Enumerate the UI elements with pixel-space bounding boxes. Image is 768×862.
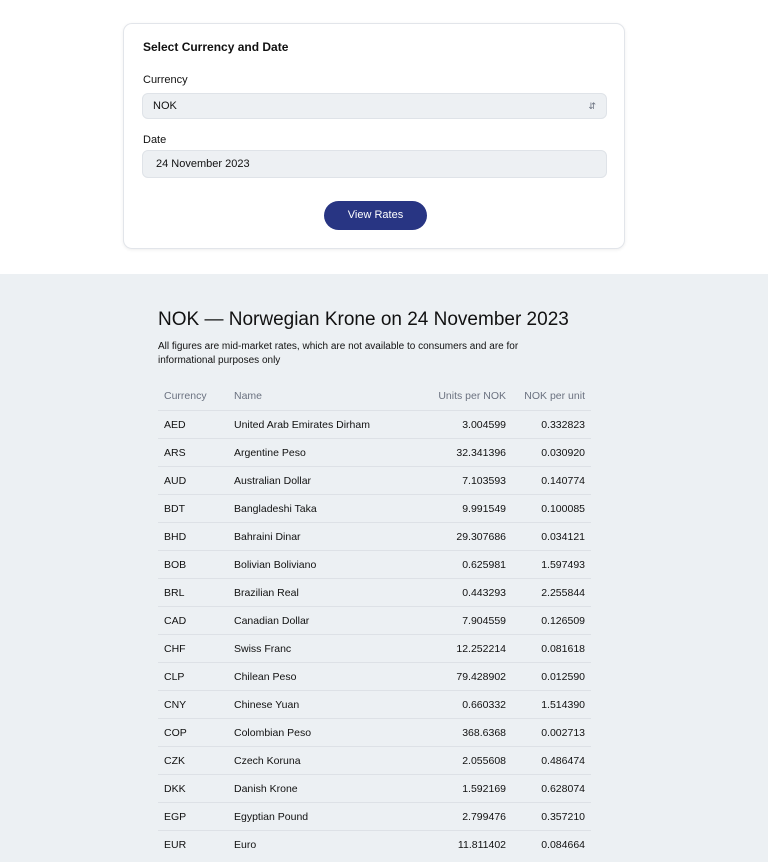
currency-code-cell: CHF: [158, 635, 234, 663]
currency-code-cell: CZK: [158, 747, 234, 775]
units-per-nok-cell: 7.904559: [414, 607, 506, 635]
currency-code-cell: EUR: [158, 831, 234, 859]
currency-code-cell: AED: [158, 411, 234, 439]
col-header-currency: Currency: [164, 390, 207, 402]
table-row: [158, 579, 591, 607]
units-per-nok-cell: 1.592169: [414, 775, 506, 803]
units-per-nok-cell: 29.307686: [414, 523, 506, 551]
units-per-nok-cell: 9.991549: [414, 495, 506, 523]
currency-select[interactable]: [142, 93, 607, 119]
currency-name-cell: United Arab Emirates Dirham: [234, 411, 414, 439]
nok-per-unit-cell: 0.126509: [506, 607, 591, 635]
currency-label: Currency: [143, 74, 188, 86]
chevron-up-down-icon: ⇵: [588, 101, 596, 111]
nok-per-unit-cell: 1.514390: [506, 691, 591, 719]
currency-name-cell: Egyptian Pound: [234, 803, 414, 831]
nok-per-unit-cell: 0.628074: [506, 775, 591, 803]
currency-name-cell: Czech Koruna: [234, 747, 414, 775]
view-rates-button[interactable]: View Rates: [324, 201, 427, 230]
currency-name-cell: Chinese Yuan: [234, 691, 414, 719]
units-per-nok-cell: 368.6368: [414, 719, 506, 747]
units-per-nok-cell: 32.341396: [414, 439, 506, 467]
results-note: All figures are mid-market rates, which are not available to consumers and are for informational purposes only: [158, 341, 519, 366]
date-input[interactable]: [142, 150, 607, 178]
table-row: [158, 747, 591, 775]
table-row: [158, 607, 591, 635]
units-per-nok-cell: 0.660332: [414, 691, 506, 719]
currency-name-cell: Euro: [234, 831, 414, 859]
units-per-nok-cell: 0.625981: [414, 551, 506, 579]
currency-name-cell: Colombian Peso: [234, 719, 414, 747]
currency-name-cell: Bolivian Boliviano: [234, 551, 414, 579]
currency-code-cell: CLP: [158, 663, 234, 691]
currency-select-value: NOK: [153, 100, 177, 112]
nok-per-unit-cell: 0.357210: [506, 803, 591, 831]
nok-per-unit-cell: 0.034121: [506, 523, 591, 551]
table-row: [158, 495, 591, 523]
nok-per-unit-cell: 0.002713: [506, 719, 591, 747]
table-row: [158, 691, 591, 719]
nok-per-unit-cell: 0.081618: [506, 635, 591, 663]
currency-name-cell: Bahraini Dinar: [234, 523, 414, 551]
col-header-per-unit: NOK per unit: [524, 390, 585, 402]
table-header-row: [158, 382, 591, 411]
currency-code-cell: COP: [158, 719, 234, 747]
results-section: [0, 274, 768, 862]
table-row: [158, 831, 591, 859]
card-title: Select Currency and Date: [143, 40, 289, 54]
nok-per-unit-cell: 1.597493: [506, 551, 591, 579]
table-row: [158, 467, 591, 495]
currency-code-cell: BHD: [158, 523, 234, 551]
rates-table: [158, 382, 591, 858]
table-row: [158, 803, 591, 831]
currency-name-cell: Brazilian Real: [234, 579, 414, 607]
currency-code-cell: ARS: [158, 439, 234, 467]
currency-name-cell: Australian Dollar: [234, 467, 414, 495]
col-header-name: Name: [234, 390, 263, 402]
nok-per-unit-cell: 0.486474: [506, 747, 591, 775]
currency-name-cell: Canadian Dollar: [234, 607, 414, 635]
currency-name-cell: Argentine Peso: [234, 439, 414, 467]
currency-name-cell: Swiss Franc: [234, 635, 414, 663]
nok-per-unit-cell: 0.030920: [506, 439, 591, 467]
col-header-units: Units per NOK: [438, 390, 506, 402]
table-row: [158, 635, 591, 663]
currency-code-cell: CNY: [158, 691, 234, 719]
date-input-value: 24 November 2023: [156, 158, 250, 170]
table-row: [158, 551, 591, 579]
nok-per-unit-cell: 2.255844: [506, 579, 591, 607]
table-row: [158, 439, 591, 467]
units-per-nok-cell: 12.252214: [414, 635, 506, 663]
results-heading: NOK — Norwegian Krone on 24 November 2023: [158, 309, 569, 330]
table-row: [158, 663, 591, 691]
table-row: [158, 411, 591, 439]
units-per-nok-cell: 2.055608: [414, 747, 506, 775]
units-per-nok-cell: 2.799476: [414, 803, 506, 831]
units-per-nok-cell: 79.428902: [414, 663, 506, 691]
currency-date-card: [123, 23, 625, 249]
currency-code-cell: BOB: [158, 551, 234, 579]
currency-name-cell: Bangladeshi Taka: [234, 495, 414, 523]
units-per-nok-cell: 7.103593: [414, 467, 506, 495]
table-row: [158, 775, 591, 803]
currency-name-cell: Danish Krone: [234, 775, 414, 803]
currency-name-cell: Chilean Peso: [234, 663, 414, 691]
currency-code-cell: BDT: [158, 495, 234, 523]
nok-per-unit-cell: 0.012590: [506, 663, 591, 691]
currency-code-cell: EGP: [158, 803, 234, 831]
nok-per-unit-cell: 0.100085: [506, 495, 591, 523]
currency-code-cell: DKK: [158, 775, 234, 803]
units-per-nok-cell: 0.443293: [414, 579, 506, 607]
date-label: Date: [143, 134, 167, 146]
nok-per-unit-cell: 0.140774: [506, 467, 591, 495]
table-row: [158, 523, 591, 551]
currency-code-cell: CAD: [158, 607, 234, 635]
nok-per-unit-cell: 0.084664: [506, 831, 591, 859]
table-row: [158, 719, 591, 747]
units-per-nok-cell: 11.811402: [414, 831, 506, 859]
currency-code-cell: AUD: [158, 467, 234, 495]
nok-per-unit-cell: 0.332823: [506, 411, 591, 439]
form-section: [0, 0, 768, 274]
units-per-nok-cell: 3.004599: [414, 411, 506, 439]
currency-code-cell: BRL: [158, 579, 234, 607]
